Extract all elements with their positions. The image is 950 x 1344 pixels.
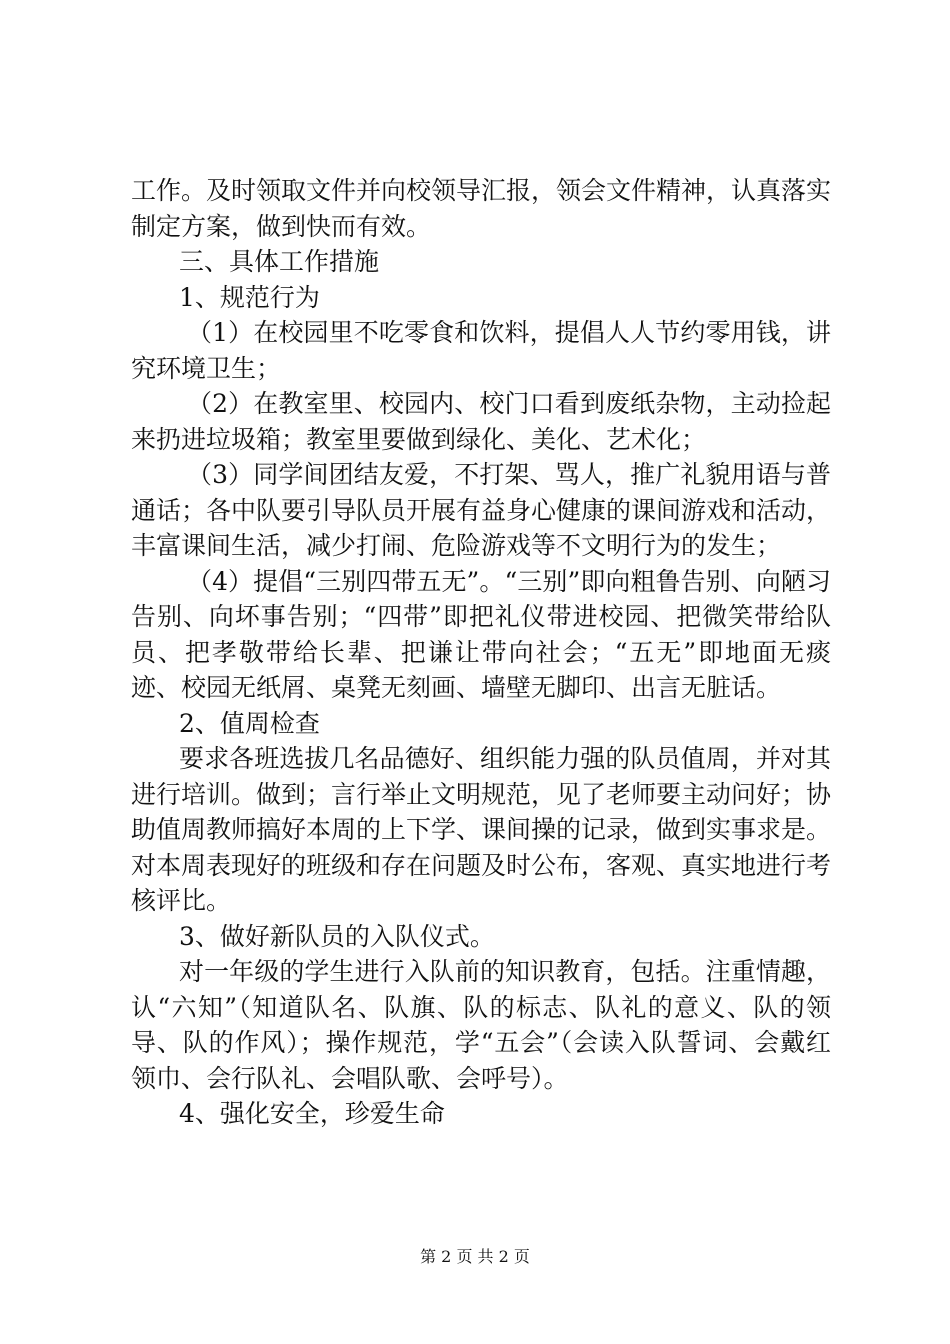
subheading-safety: 4、强化安全，珍爱生命 — [179, 1099, 445, 1128]
list-item-1: （1）在校园里不吃零食和饮料，提倡人人节约零用钱，讲究环境卫生； — [131, 318, 831, 383]
paragraph-continuation: 工作。及时领取文件并向校领导汇报，领会文件精神，认真落实制定方案，做到快而有效。 — [131, 176, 832, 241]
subheading-new-members: 3、做好新队员的入队仪式。 — [179, 921, 495, 951]
document-body — [131, 173, 831, 1132]
page-footer: 第 2 页 共 2 页 — [420, 1247, 530, 1266]
list-item-3: （3）同学间团结友爱，不打架、骂人，推广礼貌用语与普通话；各中队要引导队员开展有益身心健康的课间游戏和活动，丰富课间生活，减少打闹、危险游戏等不文明行为的发生； — [131, 460, 832, 560]
list-item-2: （2）在教室里、校园内、校门口看到废纸杂物，主动捡起来扔进垃圾箱；教室里要做到绿化、美化、艺术化； — [131, 389, 831, 454]
subheading-behavior: 1、规范行为 — [179, 282, 320, 312]
paragraph-duty-check: 要求各班选拔几名品德好、组织能力强的队员值周，并对其进行培训。做到；言行举止文明规范，见了老师要主动问好；协助值周教师搞好本周的上下学、课间操的记录，做到实事求是。对本周表现好的班级和存在问题及时公布，客观、真实地进行考核评比。 — [131, 744, 832, 915]
subheading-duty-check: 2、值周检查 — [179, 708, 320, 738]
section-heading-measures: 三、具体工作措施 — [179, 247, 380, 276]
list-item-4: （4）提倡“三别四带五无”。“三别”即向粗鲁告别、向陋习告别、向坏事告别；“四带”即把礼仪带进校园、把微笑带给队员、把孝敬带给长辈、把谦让带向社会；“五无”即地面无痰迹、校园无纸屑、桌凳无刻画、墙壁无脚印、出言无脏话。 — [131, 566, 831, 702]
paragraph-new-members: 对一年级的学生进行入队前的知识教育，包括。注重情趣，认“六知”（知道队名、队旗、队的标志、队礼的意义、队的领导、队的作风）；操作规范，学“五会”（会读入队誓词、会戴红领巾、会行队礼、会唱队歌、会呼号）。 — [131, 957, 831, 1093]
